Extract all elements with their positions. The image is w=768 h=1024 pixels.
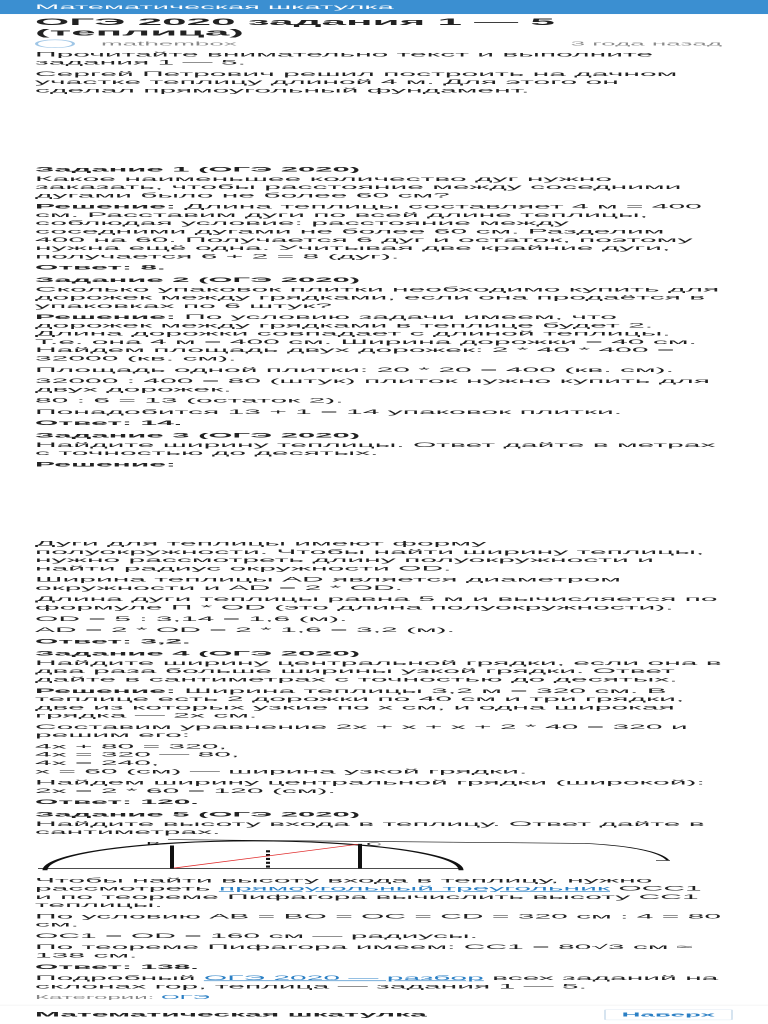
- arc-image: [35, 471, 722, 539]
- solution-line: По теореме Пифагора имеем: CC1 = 80√3 см ≈ 138 см.: [35, 943, 694, 959]
- task-1-answer: Ответ: 8.: [35, 264, 166, 272]
- solution-line: Дуги для теплицы имеют форму полуокружности. Чтобы найти ширину теплицы, нужно рассмотреть длину полуокружности и найти радиус окружности OD.: [35, 540, 705, 572]
- solution-line: По условию AB = BO = OC = CD = 320 см : 4 = 80 см.: [35, 912, 722, 929]
- task-5-question: Найдите высоту входа в теплицу. Ответ дайте в сантиметрах.: [35, 820, 705, 836]
- equation-step: x = 60 (см) — ширина узкой грядки.: [35, 767, 528, 775]
- solution-label: Решение:: [35, 687, 176, 695]
- task-2-heading: Задание 2 (ОГЭ 2020): [35, 275, 361, 284]
- solution-line: Понадобится 13 + 1 = 14 упаковок плитки.: [35, 408, 623, 416]
- solution-label: Решение:: [35, 313, 176, 321]
- equation-step: 4x = 240,: [35, 759, 160, 767]
- solution-text: Длина теплицы составляет 4 м = 400 см. Расставим дуги по всей длине теплицы, соблюдая условие: расстояние между соседними дугами не более 60 см. Разделим 400 на 60. Получается 6 дуг и остаток, поэтому нужна ещё одна. Учитывая две крайние дуги, получается 6 + 2 = 8 (дуг).: [35, 203, 702, 260]
- explanation-text: OCC1 и по теореме Пифагора вычислить высоту CC1 теплицы.: [35, 885, 702, 909]
- hypotenuse-red-line: [174, 844, 358, 868]
- intro-paragraph: Прочитайте внимательно текст и выполните задания 1 — 5.: [35, 50, 654, 67]
- task-4-solution: [35, 687, 722, 720]
- task-1-heading: Задание 1 (ОГЭ 2020): [35, 165, 361, 173]
- outro-text: Подробный: [35, 974, 204, 982]
- equation-steps: [35, 742, 722, 775]
- solution-line: OC1 = OD = 160 см — радиусы.: [35, 932, 478, 940]
- equation-line: Составим уравнение 2x + x + x + 2 * 40 = 320 и решим его:: [35, 723, 688, 739]
- greenhouse-diagram: [0, 839, 768, 873]
- article-meta: [35, 39, 722, 48]
- task-2-answer: Ответ: 14.: [35, 419, 183, 427]
- solution-line: Длина дуги теплицы равна 5 м и вычисляется по формуле П * OD (это длина полуокружности).: [35, 595, 718, 612]
- task-1-solution: [35, 202, 722, 260]
- task-5-answer: Ответ: 138.: [35, 963, 199, 971]
- task-5-explanation: [35, 876, 722, 909]
- right-triangle-link[interactable]: прямоугольный треугольник: [218, 885, 610, 893]
- site-title-link[interactable]: Математическая шкатулка: [35, 3, 394, 11]
- solution-text: Ширина теплицы 3,2 м = 320 см. В теплице есть 2 дорожки по 40 см и три грядки, две из которых узкие по x см, и одна широкая грядка — 2x см.: [35, 687, 685, 720]
- outro-text: всех заданий на склонах гор, теплица — задания 1 — 5.: [35, 974, 719, 990]
- task-4-heading: Задание 4 (ОГЭ 2020): [35, 649, 361, 658]
- greenhouse-image: [35, 98, 722, 162]
- author-avatar[interactable]: [35, 40, 75, 48]
- category-link-oge[interactable]: ОГЭ: [160, 994, 210, 1001]
- point-label-b: B: [146, 841, 161, 847]
- top-bar: [0, 0, 768, 14]
- explanation-text: Чтобы найти высоту входа в теплицу, нужно рассмотреть: [35, 876, 653, 893]
- task-4-question: Найдите ширину центральной грядки, если она в два раза больше ширины узкой грядки. Ответ дайте в сантиметрах с точностью до десятых.: [35, 659, 722, 684]
- task-2-question: Сколько упаковок плитки необходимо купить для дорожек между грядками, если она продаётся в упаковках по 6 штук?: [35, 285, 720, 310]
- task-1-question: Какое наименьшее количество дуг нужно заказать, чтобы расстояние между соседними дугами было не более 60 см?: [35, 175, 682, 199]
- footer-site-title[interactable]: Математическая шкатулка: [35, 1011, 427, 1019]
- page-title: ОГЭ 2020 задания 1 — 5 (теплица): [35, 16, 555, 38]
- oge-2020-link[interactable]: ОГЭ 2020 — разбор: [203, 974, 484, 982]
- task-3-heading: Задание 3 (ОГЭ 2020): [35, 431, 361, 439]
- solution-line: Ширина теплицы AD является диаметром окружности и AD = 2 * OD.: [35, 576, 621, 592]
- task-3-question: Найдите ширину теплицы. Ответ дайте в метрах с точностью до десятых.: [35, 441, 716, 457]
- categories: [35, 993, 722, 1001]
- back-to-top-button[interactable]: Наверх: [604, 1009, 733, 1020]
- task-2-solution: [35, 313, 722, 363]
- publish-date: 3 года назад: [570, 40, 722, 47]
- solution-line: Найдем ширину центральной грядки (широкой): 2x = 2 * 60 = 120 (см).: [35, 779, 705, 795]
- equation-step: 4x = 320 — 80,: [35, 751, 240, 759]
- solution-line: 80 : 6 = 13 (остаток 2).: [35, 397, 344, 405]
- categories-label: Категории:: [35, 994, 155, 1001]
- greenhouse-top-outline: [168, 840, 668, 861]
- equation-step: 4x + 80 = 320,: [35, 742, 227, 750]
- greenhouse-arc: [45, 841, 461, 870]
- author-name[interactable]: mathembox: [101, 40, 237, 47]
- solution-line: OD = 5 : 3,14 = 1,6 (м).: [35, 615, 348, 623]
- task-4-answer: Ответ: 120.: [35, 798, 199, 806]
- footer: [0, 1005, 768, 1024]
- article: [0, 17, 768, 1002]
- outro-paragraph: [35, 974, 722, 991]
- solution-line: Площадь одной плитки: 20 * 20 = 400 (кв. см).: [35, 366, 674, 374]
- intro-paragraph: Сергей Петрович решил построить на дачном участке теплицу длиной 4 м. Для этого он сделал прямоугольный фундамент.: [35, 70, 678, 94]
- solution-label: Решение:: [35, 460, 176, 468]
- point-label-c: C: [365, 841, 382, 847]
- task-3-answer: Ответ: 3,2.: [35, 637, 191, 645]
- solution-label: Решение:: [35, 203, 176, 211]
- task-5-heading: Задание 5 (ОГЭ 2020): [35, 810, 361, 818]
- solution-text: По условию задачи имеем, что дорожек между грядками в теплице будет 2. Длина дорожки совпадает с длиной теплицы. Т.е. она 4 м = 400 см. Ширина дорожки = 40 см. Найдем площадь двух дорожек: 2 * 40 * 400 = 32000 (кв. см).: [35, 313, 697, 363]
- solution-line: AD = 2 * OD = 2 * 1,6 = 3,2 (м).: [35, 626, 455, 634]
- solution-line: 32000 : 400 = 80 (штук) плиток нужно купить для двух дорожек.: [35, 377, 710, 393]
